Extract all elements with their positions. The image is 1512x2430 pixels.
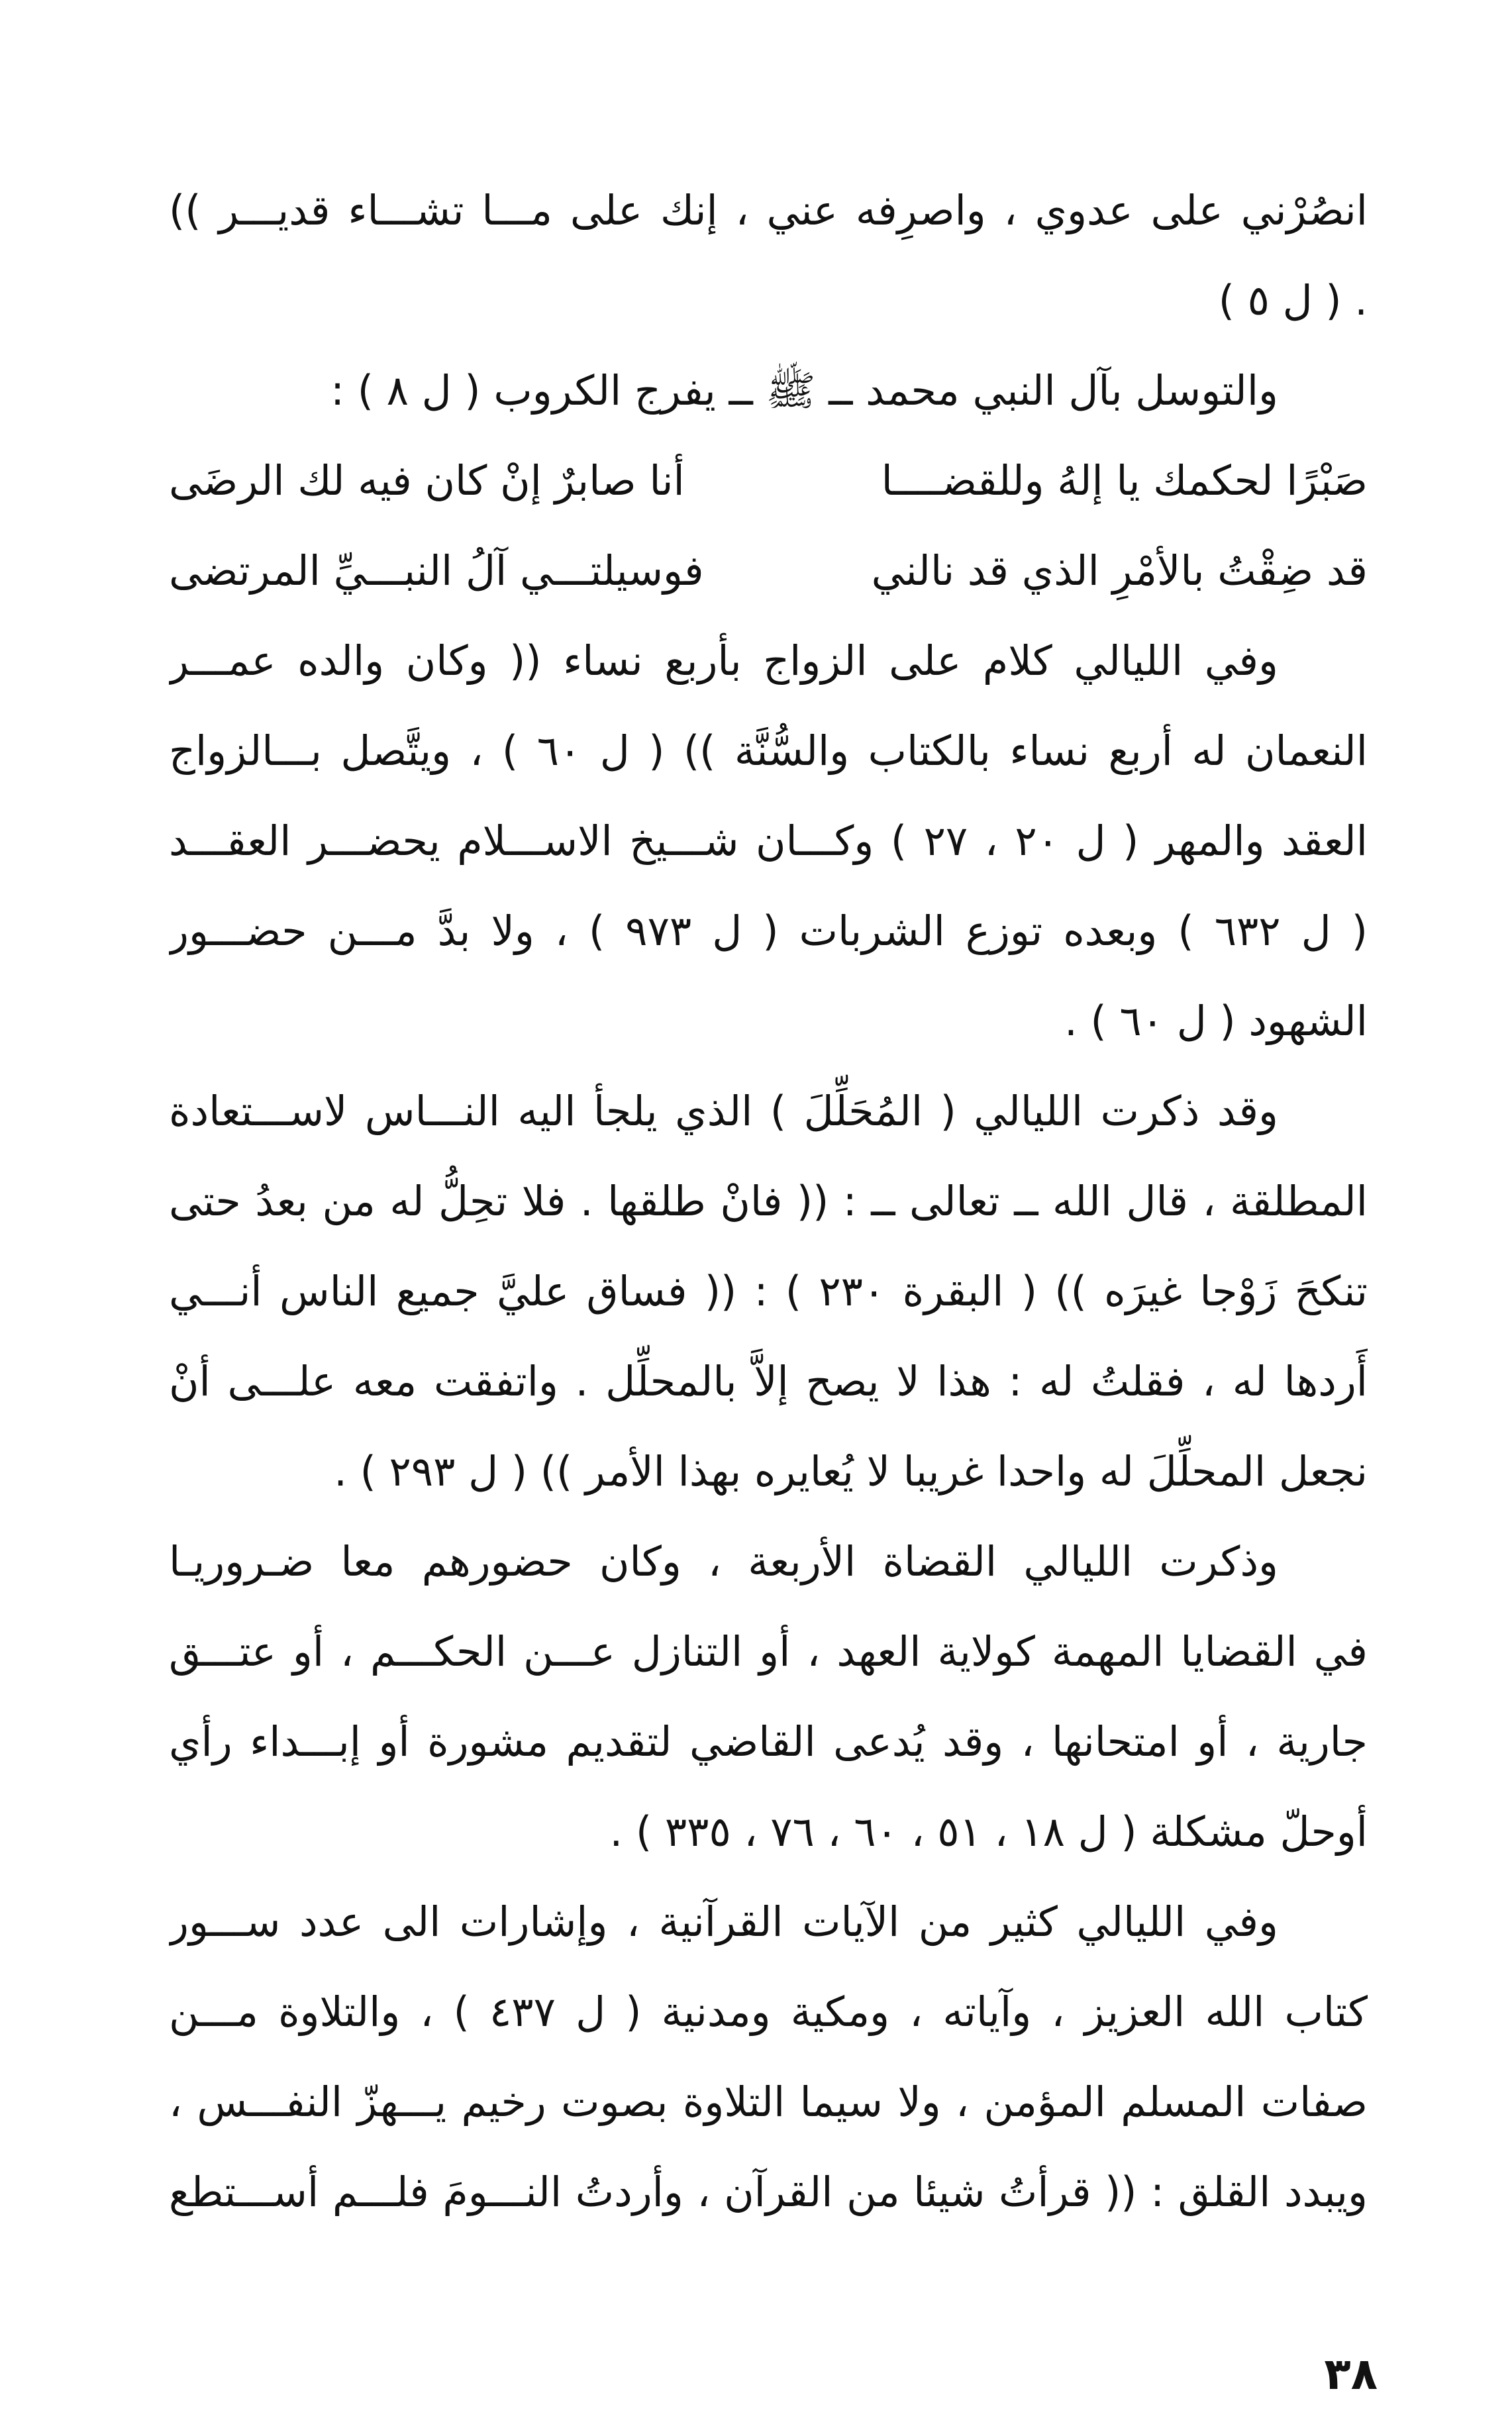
text-line: والتوسل بآل النبي محمد ــ ﷺ ــ يفرج الكروب ( ل ٨ ) :	[330, 366, 1278, 415]
poem-hemistich: أنا صابرٌ إنْ كان فيه لك الرضَى	[169, 456, 685, 505]
text-line: وفي الليالي كثير من الآيات القرآنية ، وإشارات الى عدد ســـور	[169, 1898, 1278, 1946]
poem-hemistich: فوسيلتـــي آلُ النبـــيِّ المرتضى	[169, 546, 704, 595]
text-line: ويبدد القلق : (( قرأتُ شيئا من القرآن ، وأردتُ النـــومَ فلـــم أســـتطع	[169, 2168, 1368, 2216]
text-line: في القضايا المهمة كولاية العهد ، أو التنازل عـــن الحكـــم ، أو عتـــق	[169, 1627, 1368, 1676]
text-line: أوحلّ مشكلة ( ل ١٨ ، ٥١ ، ٦٠ ، ٧٦ ، ٣٣٥ ) .	[609, 1807, 1368, 1856]
poem-hemistich: صَبْرًا لحكمك يا إلهُ وللقضــــا	[881, 456, 1368, 505]
text-line: . ( ل ٥ )	[1218, 276, 1368, 325]
text-line: الشهود ( ل ٦٠ ) .	[1064, 997, 1368, 1045]
text-line: وفي الليالي كلام على الزواج بأربع نساء (( وكان والده عمـــر	[169, 636, 1278, 685]
poem-hemistich: قد ضِقْتُ بالأمْرِ الذي قد نالني	[871, 546, 1368, 595]
poem-verse	[169, 526, 1368, 616]
text-line: وقد ذكرت الليالي ( المُحَلِّلَ ) الذي يلجأ اليه النـــاس لاســـتعادة	[169, 1087, 1278, 1135]
text-line: نجعل المحلِّلَ له واحدا غريبا لا يُعايره بهذا الأمر )) ( ل ٢٩٣ ) .	[334, 1447, 1368, 1495]
text-line: النعمان له أربع نساء بالكتاب والسُّنَّة )) ( ل ٦٠ ) ، ويتَّصل بـــالزواج	[169, 727, 1368, 775]
text-line: تنكحَ زَوْجا غيرَه )) ( البقرة ٢٣٠ ) : (( فساق عليَّ جميع الناس أنـــي	[169, 1267, 1368, 1315]
text-line: انصُرْني على عدوي ، واصرِفه عني ، إنك على مـــا تشـــاء قديـــر ))	[169, 186, 1368, 234]
text-line: كتاب الله العزيز ، وآياته ، ومكية ومدنية ( ل ٤٣٧ ) ، والتلاوة مـــن	[169, 1988, 1368, 2036]
text-line: أَردها له ، فقلتُ له : هذا لا يصح إلاَّ بالمحلِّل . واتفقت معه علـــى أنْ	[169, 1357, 1368, 1405]
page-number: ٣٨	[1324, 2349, 1378, 2400]
text-line: المطلقة ، قال الله ــ تعالى ــ : (( فانْ طلقها . فلا تحِلُّ له من بعدُ حتى	[169, 1177, 1368, 1225]
poem-verse	[169, 436, 1368, 526]
body-text	[169, 166, 1368, 2237]
text-line: ( ل ٦٣٢ ) وبعده توزع الشربات ( ل ٩٧٣ ) ، ولا بدَّ مـــن حضـــور	[169, 907, 1368, 955]
text-line: العقد والمهر ( ل ٢٠ ، ٢٧ ) وكـــان شـــيخ الاســـلام يحضـــر العقـــد	[169, 817, 1368, 865]
text-line: وذكرت الليالي القضاة الأربعة ، وكان حضورهم معا ضـروريـا	[169, 1537, 1278, 1586]
text-line: صفات المسلم المؤمن ، ولا سيما التلاوة بصوت رخيم يـــهزّ النفـــس ،	[169, 2078, 1368, 2126]
text-line: جارية ، أو امتحانها ، وقد يُدعى القاضي لتقديم مشورة أو إبـــداء رأي	[169, 1717, 1368, 1766]
